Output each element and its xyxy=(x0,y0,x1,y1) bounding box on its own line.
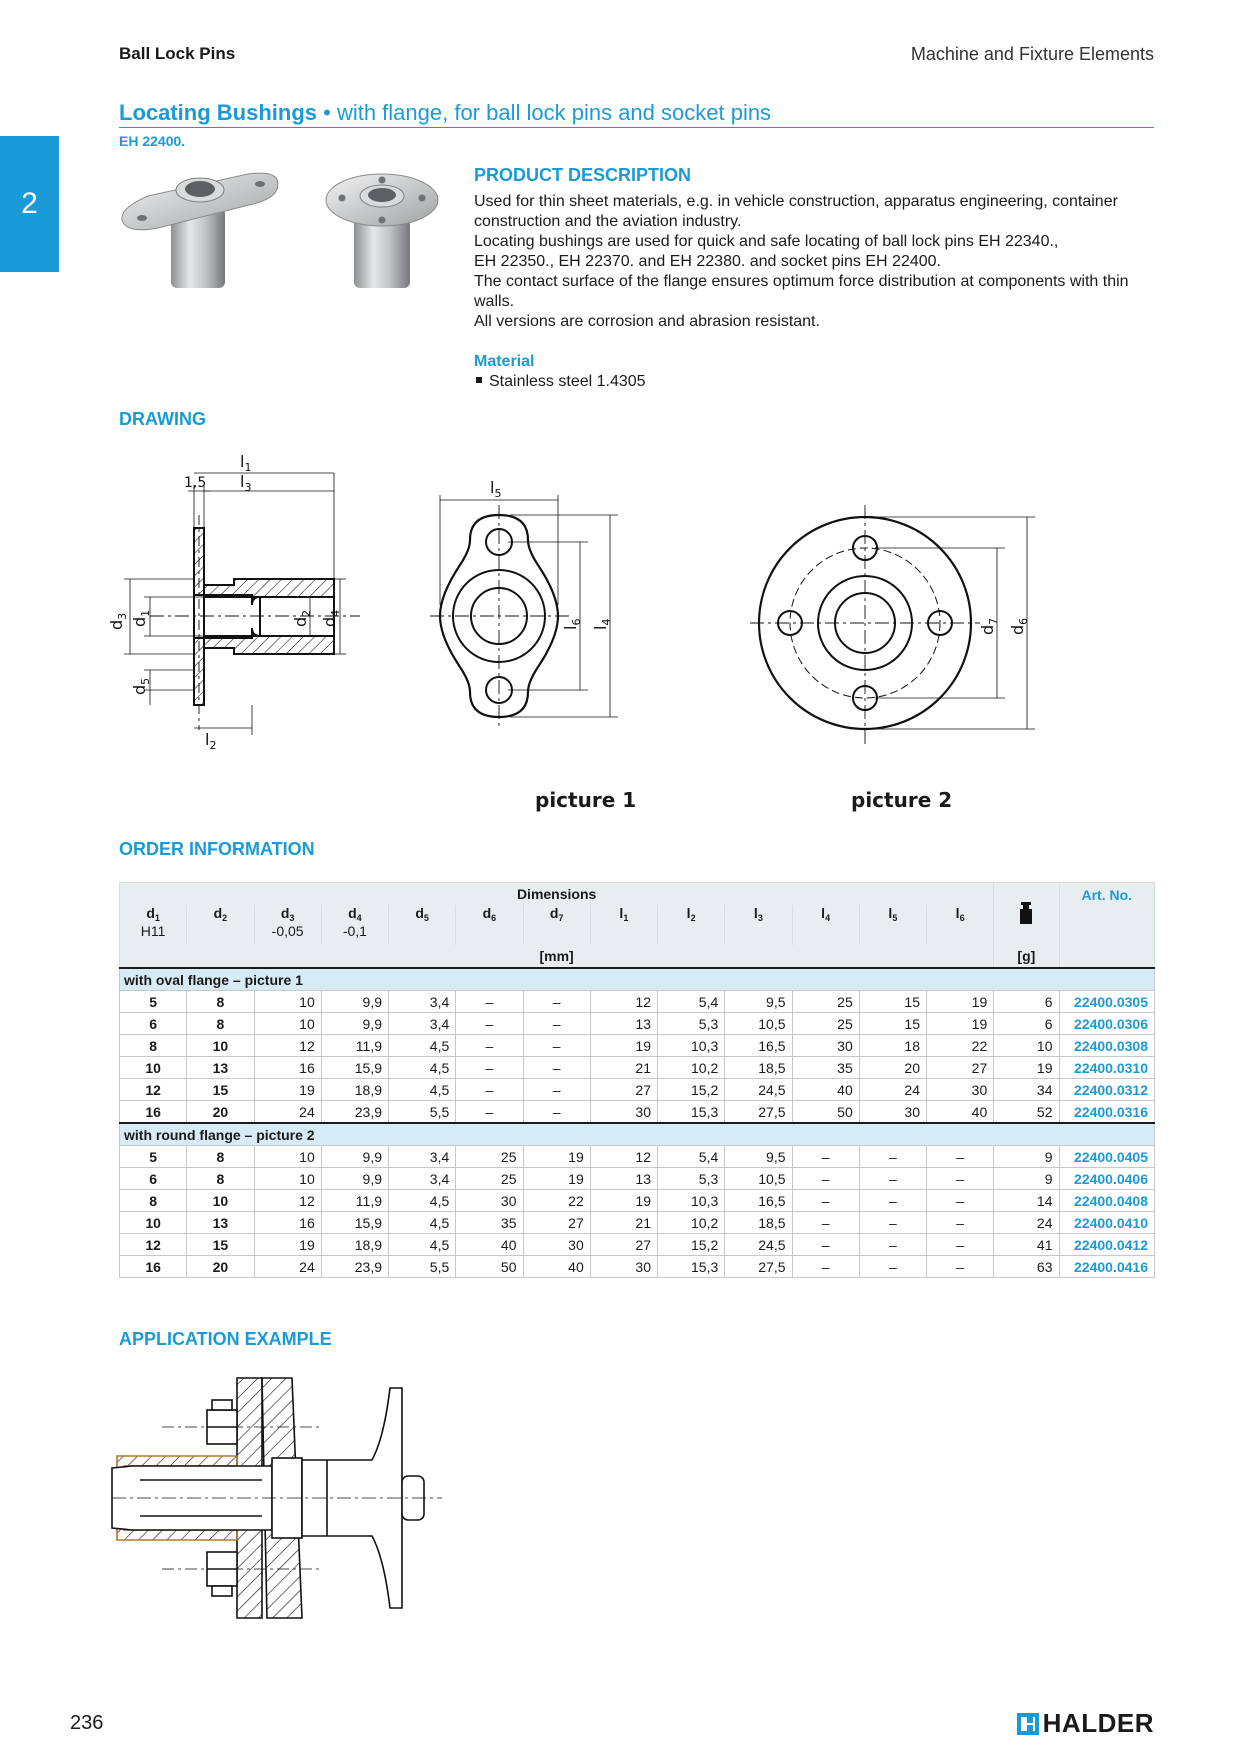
g-unit: [g] xyxy=(994,945,1059,968)
technical-drawing xyxy=(107,445,1060,775)
table-cell: 40 xyxy=(792,1079,859,1101)
table-cell: 5 xyxy=(120,991,187,1013)
table-cell: 15 xyxy=(859,991,926,1013)
table-cell: 50 xyxy=(792,1101,859,1124)
table-cell: – xyxy=(523,1013,590,1035)
group-row xyxy=(120,1123,1155,1146)
table-cell: 19 xyxy=(590,1190,657,1212)
column-header-l5: $l_5$ xyxy=(859,905,926,945)
table-row xyxy=(120,1168,1155,1190)
table-cell: 16 xyxy=(254,1057,321,1079)
brand-name: HALDER xyxy=(1042,1708,1154,1738)
table-cell: 5,4 xyxy=(658,1146,725,1168)
table-cell: 10 xyxy=(187,1190,254,1212)
desc-line: Locating bushings are used for quick and safe locating of ball lock pins EH 22340., xyxy=(474,233,1059,250)
header-category: Ball Lock Pins xyxy=(119,44,236,63)
table-row xyxy=(120,1057,1155,1079)
table-cell: 24,5 xyxy=(725,1234,792,1256)
table-cell: 20 xyxy=(187,1101,254,1124)
desc-line: The contact surface of the flange ensures optimum force distribution at components with thin walls. xyxy=(474,273,1129,310)
table-cell: 23,9 xyxy=(321,1256,388,1278)
table-cell: 10 xyxy=(994,1035,1059,1057)
table-cell: – xyxy=(456,1035,523,1057)
desc-line: Used for thin sheet materials, e.g. in vehicle construction, apparatus engineering, container construction and the aviation industry. xyxy=(474,193,1118,230)
table-cell: 4,5 xyxy=(389,1035,456,1057)
table-cell: 22 xyxy=(523,1190,590,1212)
table-cell: 9 xyxy=(994,1146,1059,1168)
table-cell: 40 xyxy=(927,1101,994,1124)
table-cell: 19 xyxy=(994,1057,1059,1079)
group-label: with round flange – picture 2 xyxy=(120,1123,1155,1146)
dimensions-header: Dimensions xyxy=(120,883,994,906)
page-number: 236 xyxy=(70,1712,104,1734)
dim-l4: $l_4$ xyxy=(591,618,613,630)
chapter-tab xyxy=(0,136,59,272)
table-cell: 40 xyxy=(523,1256,590,1278)
table-cell: 13 xyxy=(187,1057,254,1079)
table-cell: 20 xyxy=(859,1057,926,1079)
brand-logo xyxy=(1017,1708,1154,1739)
table-cell: 30 xyxy=(523,1234,590,1256)
table-cell: – xyxy=(859,1146,926,1168)
dim-d2: $d_2$ xyxy=(291,609,313,627)
dim-1-5: 1,5 xyxy=(184,475,207,491)
group-row xyxy=(120,968,1155,991)
table-cell: 5,3 xyxy=(658,1013,725,1035)
table-cell: 19 xyxy=(927,991,994,1013)
column-header-l2: $l_2$ xyxy=(658,905,725,945)
table-cell: 9,9 xyxy=(321,991,388,1013)
table-cell: 5,5 xyxy=(389,1101,456,1124)
application-heading: APPLICATION EXAMPLE xyxy=(119,1329,332,1349)
article-code: EH 22400. xyxy=(119,133,186,149)
desc-line: EH 22350., EH 22370. and EH 22380. and socket pins EH 22400. xyxy=(474,253,941,270)
table-cell: 15,3 xyxy=(658,1256,725,1278)
table-cell: 10 xyxy=(254,1146,321,1168)
table-cell: – xyxy=(523,991,590,1013)
table-cell: 8 xyxy=(187,991,254,1013)
application-drawing xyxy=(112,1368,492,1628)
column-header-d4: $d_4$ -0,1 xyxy=(321,905,388,945)
weight-header xyxy=(994,883,1059,946)
table-cell: – xyxy=(927,1146,994,1168)
table-cell: 3,4 xyxy=(389,1013,456,1035)
table-cell: 12 xyxy=(254,1035,321,1057)
table-cell: 30 xyxy=(792,1035,859,1057)
dim-d5: $d_5$ xyxy=(130,677,152,695)
table-cell: 10,2 xyxy=(658,1057,725,1079)
dim-d1: $d_1$ xyxy=(130,609,152,627)
section-view xyxy=(107,452,360,752)
table-cell: 18,9 xyxy=(321,1079,388,1101)
table-cell: 9,5 xyxy=(725,1146,792,1168)
order-table xyxy=(119,882,1155,1278)
table-cell: 18,5 xyxy=(725,1057,792,1079)
table-cell: 21 xyxy=(590,1057,657,1079)
column-header-l4: $l_4$ xyxy=(792,905,859,945)
table-cell: 19 xyxy=(254,1234,321,1256)
table-cell: – xyxy=(927,1234,994,1256)
table-cell: 8 xyxy=(187,1146,254,1168)
table-row xyxy=(120,1035,1155,1057)
table-cell: 3,4 xyxy=(389,1168,456,1190)
table-cell: 10,3 xyxy=(658,1190,725,1212)
table-cell: 16,5 xyxy=(725,1035,792,1057)
table-row xyxy=(120,1079,1155,1101)
table-cell: – xyxy=(859,1212,926,1234)
table-cell: 8 xyxy=(120,1035,187,1057)
picture-2-label: picture 2 xyxy=(851,788,953,812)
table-cell: 30 xyxy=(456,1190,523,1212)
table-cell: – xyxy=(927,1168,994,1190)
article-number: 22400.0312 xyxy=(1059,1079,1155,1101)
desc-line: All versions are corrosion and abrasion resistant. xyxy=(474,313,820,330)
table-cell: 18,9 xyxy=(321,1234,388,1256)
title-bullet: • xyxy=(317,100,337,125)
table-cell: 24 xyxy=(994,1212,1059,1234)
table-cell: 35 xyxy=(792,1057,859,1079)
table-cell: – xyxy=(523,1035,590,1057)
table-cell: 25 xyxy=(456,1146,523,1168)
table-cell: 11,9 xyxy=(321,1035,388,1057)
table-cell: 12 xyxy=(590,991,657,1013)
table-cell: 19 xyxy=(523,1168,590,1190)
table-cell: 9,9 xyxy=(321,1146,388,1168)
table-row xyxy=(120,1234,1155,1256)
table-cell: – xyxy=(456,1057,523,1079)
table-cell: 12 xyxy=(120,1079,187,1101)
table-cell: 27 xyxy=(590,1079,657,1101)
table-cell: 5,5 xyxy=(389,1256,456,1278)
table-cell: 27,5 xyxy=(725,1101,792,1124)
material-item xyxy=(474,373,646,391)
table-cell: 21 xyxy=(590,1212,657,1234)
table-cell: 5 xyxy=(120,1146,187,1168)
article-number: 22400.0408 xyxy=(1059,1190,1155,1212)
table-cell: – xyxy=(792,1146,859,1168)
table-cell: 4,5 xyxy=(389,1234,456,1256)
round-flange-photo xyxy=(326,174,438,288)
table-cell: – xyxy=(523,1079,590,1101)
table-cell: 27 xyxy=(590,1234,657,1256)
table-cell: 8 xyxy=(187,1013,254,1035)
table-cell: 52 xyxy=(994,1101,1059,1124)
table-cell: – xyxy=(456,1101,523,1124)
table-cell: 27 xyxy=(927,1057,994,1079)
table-cell: 10,5 xyxy=(725,1168,792,1190)
table-cell: 10 xyxy=(187,1035,254,1057)
table-cell: 9,5 xyxy=(725,991,792,1013)
table-cell: – xyxy=(456,991,523,1013)
material-text: Stainless steel 1.4305 xyxy=(489,373,646,390)
table-cell: 24 xyxy=(254,1101,321,1124)
table-cell: – xyxy=(859,1256,926,1278)
table-cell: – xyxy=(792,1190,859,1212)
column-header-d3: $d_3$ -0,05 xyxy=(254,905,321,945)
table-cell: 24 xyxy=(859,1079,926,1101)
table-cell: 22 xyxy=(927,1035,994,1057)
table-cell: 16 xyxy=(254,1212,321,1234)
table-cell: 6 xyxy=(120,1168,187,1190)
dim-l3: $l_3$ xyxy=(240,472,252,494)
table-row xyxy=(120,991,1155,1013)
table-cell: 5,4 xyxy=(658,991,725,1013)
table-cell: – xyxy=(927,1256,994,1278)
table-cell: 10 xyxy=(120,1212,187,1234)
table-cell: 27,5 xyxy=(725,1256,792,1278)
table-cell: 23,9 xyxy=(321,1101,388,1124)
product-description-text xyxy=(474,192,1164,332)
table-cell: 4,5 xyxy=(389,1079,456,1101)
table-cell: – xyxy=(523,1101,590,1124)
table-cell: 19 xyxy=(254,1079,321,1101)
table-cell: 34 xyxy=(994,1079,1059,1101)
table-cell: 6 xyxy=(994,991,1059,1013)
article-number: 22400.0412 xyxy=(1059,1234,1155,1256)
table-cell: – xyxy=(523,1057,590,1079)
column-header-d7: $d_7$ xyxy=(523,905,590,945)
table-cell: 10,3 xyxy=(658,1035,725,1057)
table-cell: 15,9 xyxy=(321,1212,388,1234)
table-cell: 15 xyxy=(187,1234,254,1256)
table-cell: 12 xyxy=(590,1146,657,1168)
column-header-d2: $d_2$ xyxy=(187,905,254,945)
table-cell: 19 xyxy=(590,1035,657,1057)
table-cell: 11,9 xyxy=(321,1190,388,1212)
table-cell: – xyxy=(792,1256,859,1278)
table-cell: 9,9 xyxy=(321,1168,388,1190)
table-cell: 15 xyxy=(187,1079,254,1101)
article-number: 22400.0410 xyxy=(1059,1212,1155,1234)
table-cell: 15,3 xyxy=(658,1101,725,1124)
table-cell: 8 xyxy=(187,1168,254,1190)
table-cell: 14 xyxy=(994,1190,1059,1212)
dim-l2: $l_2$ xyxy=(205,730,217,752)
table-cell: 19 xyxy=(523,1146,590,1168)
table-cell: – xyxy=(456,1013,523,1035)
table-cell: 6 xyxy=(994,1013,1059,1035)
title-subtitle: with flange, for ball lock pins and socket pins xyxy=(336,100,772,125)
article-number: 22400.0305 xyxy=(1059,991,1155,1013)
art-unit-empty xyxy=(1059,945,1155,968)
table-cell: 8 xyxy=(120,1190,187,1212)
article-number: 22400.0416 xyxy=(1059,1256,1155,1278)
column-header-d6: $d_6$ xyxy=(456,905,523,945)
table-cell: 4,5 xyxy=(389,1190,456,1212)
table-cell: 25 xyxy=(792,1013,859,1035)
picture-1-label: picture 1 xyxy=(535,788,637,812)
table-cell: 19 xyxy=(927,1013,994,1035)
table-cell: – xyxy=(859,1234,926,1256)
table-cell: – xyxy=(859,1168,926,1190)
table-cell: 18 xyxy=(859,1035,926,1057)
table-cell: 6 xyxy=(120,1013,187,1035)
column-header-l6: $l_6$ xyxy=(927,905,994,945)
halder-logo-icon xyxy=(1017,1713,1039,1735)
article-number: 22400.0405 xyxy=(1059,1146,1155,1168)
table-cell: 30 xyxy=(590,1101,657,1124)
page-title xyxy=(119,100,1154,128)
title-main: Locating Bushings xyxy=(119,100,317,125)
table-cell: 10 xyxy=(254,1013,321,1035)
dim-l1: $l_1$ xyxy=(240,452,252,474)
table-cell: – xyxy=(792,1168,859,1190)
table-cell: 40 xyxy=(456,1234,523,1256)
table-cell: 3,4 xyxy=(389,1146,456,1168)
table-cell: 9,9 xyxy=(321,1013,388,1035)
order-heading: ORDER INFORMATION xyxy=(119,839,315,859)
dim-d6: $d_6$ xyxy=(1008,617,1030,635)
column-header-d5: $d_5$ xyxy=(389,905,456,945)
table-cell: 12 xyxy=(120,1234,187,1256)
table-cell: 30 xyxy=(859,1101,926,1124)
mm-unit: [mm] xyxy=(120,945,994,968)
column-header-d1: $d_1$ H11 xyxy=(120,905,187,945)
oval-flange-view xyxy=(430,478,618,730)
dim-d4: $d_4$ xyxy=(320,609,342,627)
table-cell: 4,5 xyxy=(389,1057,456,1079)
product-photos xyxy=(118,168,478,296)
table-cell: 25 xyxy=(792,991,859,1013)
article-number: 22400.0316 xyxy=(1059,1101,1155,1124)
table-cell: 25 xyxy=(456,1168,523,1190)
column-header-l1: $l_1$ xyxy=(590,905,657,945)
table-cell: 35 xyxy=(456,1212,523,1234)
table-cell: 16 xyxy=(120,1101,187,1124)
table-cell: 5,3 xyxy=(658,1168,725,1190)
group-label: with oval flange – picture 1 xyxy=(120,968,1155,991)
table-cell: 50 xyxy=(456,1256,523,1278)
table-cell: 30 xyxy=(590,1256,657,1278)
weight-icon xyxy=(1018,901,1034,925)
table-cell: – xyxy=(927,1212,994,1234)
table-cell: 10 xyxy=(254,1168,321,1190)
table-cell: 63 xyxy=(994,1256,1059,1278)
drawing-heading: DRAWING xyxy=(119,409,206,429)
table-cell: 10 xyxy=(254,991,321,1013)
article-number: 22400.0308 xyxy=(1059,1035,1155,1057)
table-row xyxy=(120,1256,1155,1278)
order-table-body xyxy=(120,968,1155,1278)
material-heading: Material xyxy=(474,353,535,370)
table-cell: 15 xyxy=(859,1013,926,1035)
table-cell: 24,5 xyxy=(725,1079,792,1101)
product-description-heading: PRODUCT DESCRIPTION xyxy=(474,165,692,185)
table-cell: – xyxy=(456,1079,523,1101)
chapter-number: 2 xyxy=(21,187,38,220)
table-cell: 13 xyxy=(590,1168,657,1190)
table-cell: 13 xyxy=(590,1013,657,1035)
table-cell: 30 xyxy=(927,1079,994,1101)
column-header-l3: $l_3$ xyxy=(725,905,792,945)
bullet-square-icon xyxy=(476,377,482,383)
table-cell: 12 xyxy=(254,1190,321,1212)
table-cell: 9 xyxy=(994,1168,1059,1190)
article-number: 22400.0310 xyxy=(1059,1057,1155,1079)
table-cell: – xyxy=(792,1212,859,1234)
table-cell: 27 xyxy=(523,1212,590,1234)
table-row xyxy=(120,1013,1155,1035)
header-section: Machine and Fixture Elements xyxy=(910,44,1154,64)
table-cell: 10,2 xyxy=(658,1212,725,1234)
table-cell: – xyxy=(792,1234,859,1256)
table-cell: 24 xyxy=(254,1256,321,1278)
table-cell: 16 xyxy=(120,1256,187,1278)
dim-l6: $l_6$ xyxy=(561,618,583,630)
dim-d3: $d_3$ xyxy=(107,612,129,630)
table-cell: 15,9 xyxy=(321,1057,388,1079)
table-cell: 4,5 xyxy=(389,1212,456,1234)
table-cell: – xyxy=(859,1190,926,1212)
table-cell: 15,2 xyxy=(658,1079,725,1101)
table-row xyxy=(120,1212,1155,1234)
dim-l5: $l_5$ xyxy=(490,478,502,500)
oval-flange-photo xyxy=(122,173,278,288)
round-flange-view xyxy=(750,505,1035,745)
table-cell: 3,4 xyxy=(389,991,456,1013)
table-cell: 18,5 xyxy=(725,1212,792,1234)
article-number: 22400.0306 xyxy=(1059,1013,1155,1035)
table-row xyxy=(120,1146,1155,1168)
table-cell: 10 xyxy=(120,1057,187,1079)
table-cell: 20 xyxy=(187,1256,254,1278)
article-number: 22400.0406 xyxy=(1059,1168,1155,1190)
table-cell: – xyxy=(927,1190,994,1212)
table-cell: 15,2 xyxy=(658,1234,725,1256)
table-cell: 13 xyxy=(187,1212,254,1234)
dim-d7: $d_7$ xyxy=(978,617,1000,635)
art-no-header: Art. No. xyxy=(1059,883,1155,946)
table-row xyxy=(120,1101,1155,1124)
table-cell: 10,5 xyxy=(725,1013,792,1035)
table-row xyxy=(120,1190,1155,1212)
table-cell: 16,5 xyxy=(725,1190,792,1212)
table-cell: 41 xyxy=(994,1234,1059,1256)
